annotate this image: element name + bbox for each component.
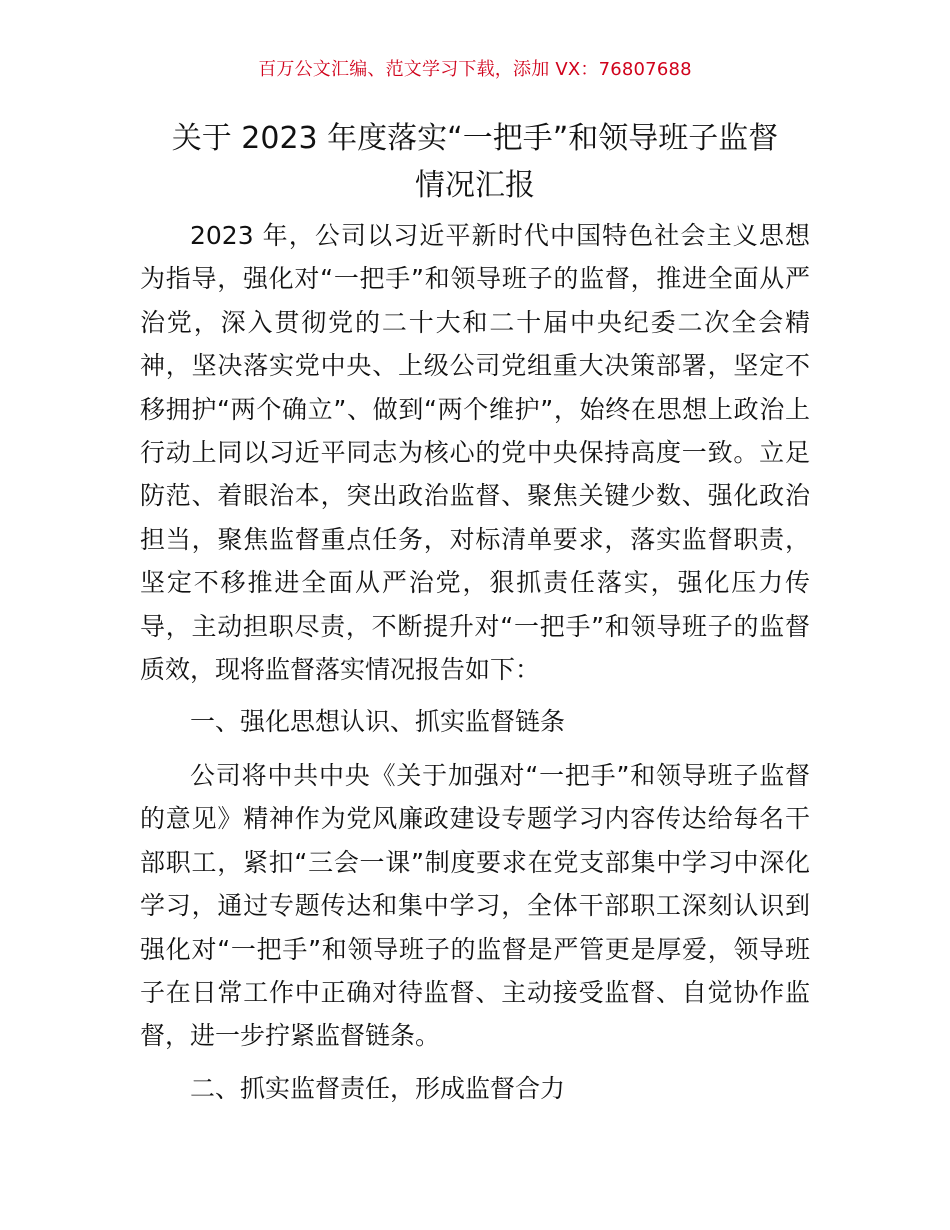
section-1-paragraph: 公司将中共中央《关于加强对“一把手”和领导班子监督的意见》精神作为党风廉政建设专题学习内容传达给每名干部职工，紧扣“三会一课”制度要求在党支部集中学习中深化学习，通过专题传达和集中学习，全体干部职工深刻认识到强化对“一把手”和领导班子的监督是严管更是厚爱，领导班子在日常工作中正确对待监督、主动接受监督、自觉协作监督，进一步拧紧监督链条。 [140,760,810,1051]
section-2-heading: 二、抓实监督责任，形成监督合力 [190,1073,566,1103]
document-body [140,214,810,1120]
watermark-banner: 百万公文汇编、范文学习下载，添加 VX：76807688 [258,59,692,80]
document-title [140,115,810,209]
title-line-2: 情况汇报 [415,168,535,203]
intro-paragraph: 2023 年，公司以习近平新时代中国特色社会主义思想为指导，强化对“一把手”和领导班子的监督，推进全面从严治党，深入贯彻党的二十大和二十届中央纪委二次全会精神，坚决落实党中央、上级公司党组重大决策部署，坚定不移拥护“两个确立”、做到“两个维护”，始终在思想上政治上行动上同以习近平同志为核心的党中央保持高度一致。立足防范、着眼治本，突出政治监督、聚焦关键少数、强化政治担当，聚焦监督重点任务，对标清单要求，落实监督职责，坚定不移推进全面从严治党，狠抓责任落实，强化压力传导，主动担职尽责，不断提升对“一把手”和领导班子的监督质效，现将监督落实情况报告如下： [140,221,810,685]
section-1-heading: 一、强化思想认识、抓实监督链条 [190,707,566,737]
title-line-1: 关于 2023 年度落实“一把手”和领导班子监督 [171,121,779,156]
